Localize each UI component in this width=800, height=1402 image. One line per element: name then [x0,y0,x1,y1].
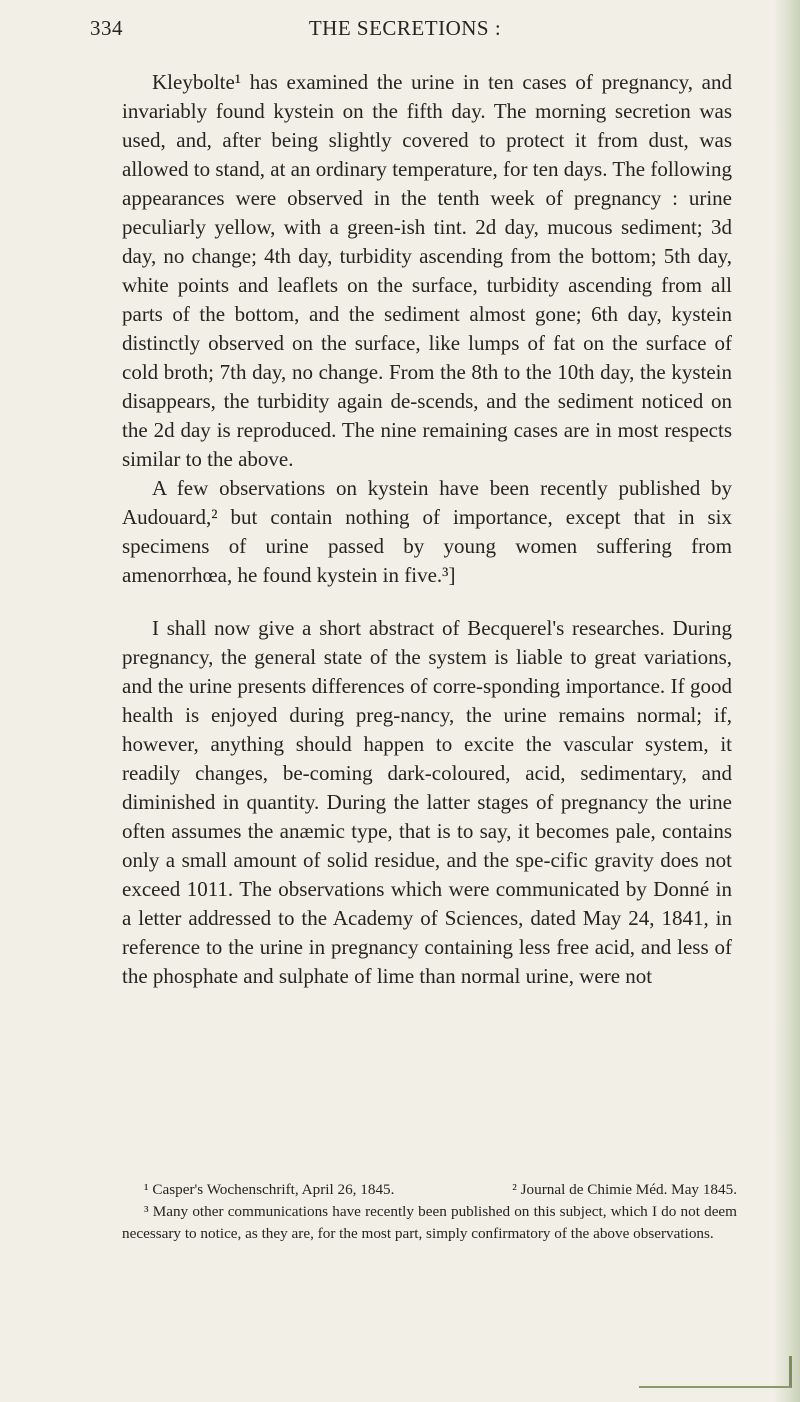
page-number: 334 [90,16,123,40]
running-title: THE SECRETIONS : [308,16,502,40]
paragraph-becquerel: I shall now give a short abstract of Becquerel's researches. During pregnancy, the general state of the system is liable to great variations, and the urine presents differences of corre-sponding importance. If good health is enjoyed during preg-nancy, the urine remains normal; if, however, anything should happen to excite the vascular system, it readily changes, be-coming dark-coloured, acid, sedimentary, and diminished in quantity. During the latter stages of pregnancy the urine often assumes the anæmic type, that is to say, it becomes pale, contains only a small amount of solid residue, and the spe-cific gravity does not exceed 1011. The observations which were communicated by Donné in a letter addressed to the Academy of Sciences, dated May 24, 1841, in reference to the urine in pregnancy containing less free acid, and less of the phosphate and sulphate of lime than normal urine, were not [122,616,732,988]
footnote-1: ¹ Casper's Wochenschrift, April 26, 1845. [144,1181,395,1198]
paragraph-audouard: A few observations on kystein have been recently published by Audouard,² but contain nothing of importance, except that in six specimens of urine passed by young women suffering from amenorrhœa, he found kystein in five.³] [122,476,732,587]
body-text [122,68,732,991]
footnote-2: ² Journal de Chimie Méd. May 1845. [512,1181,737,1198]
footnotes [122,1179,737,1245]
page-corner-mark [639,1356,792,1388]
footnote-3: ³ Many other communications have recently been published on this subject, which I do not deem necessary to notice, as they are, for the most part, simply confirmatory of the above observations. [122,1203,737,1242]
footnote-row [122,1179,737,1201]
page-edge-shadow [774,0,800,1402]
running-head [90,16,720,50]
paragraph-kleybolte: Kleybolte¹ has examined the urine in ten cases of pregnancy, and invariably found kystein on the fifth day. The morning secretion was used, and, after being slightly covered to protect it from dust, was allowed to stand, at an ordinary temperature, for ten days. The following appearances were observed in the tenth week of pregnancy : urine peculiarly yellow, with a green-ish tint. 2d day, mucous sediment; 3d day, no change; 4th day, turbidity ascending from the bottom; 5th day, white points and leaflets on the surface, turbidity ascending from all parts of the bottom, and the sediment almost gone; 6th day, kystein distinctly observed on the surface, like lumps of fat on the surface of cold broth; 7th day, no change. From the 8th to the 10th day, the kystein disappears, the turbidity again de-scends, and the sediment noticed on the 2d day is reproduced. The nine remaining cases are in most respects similar to the above. [122,70,732,471]
